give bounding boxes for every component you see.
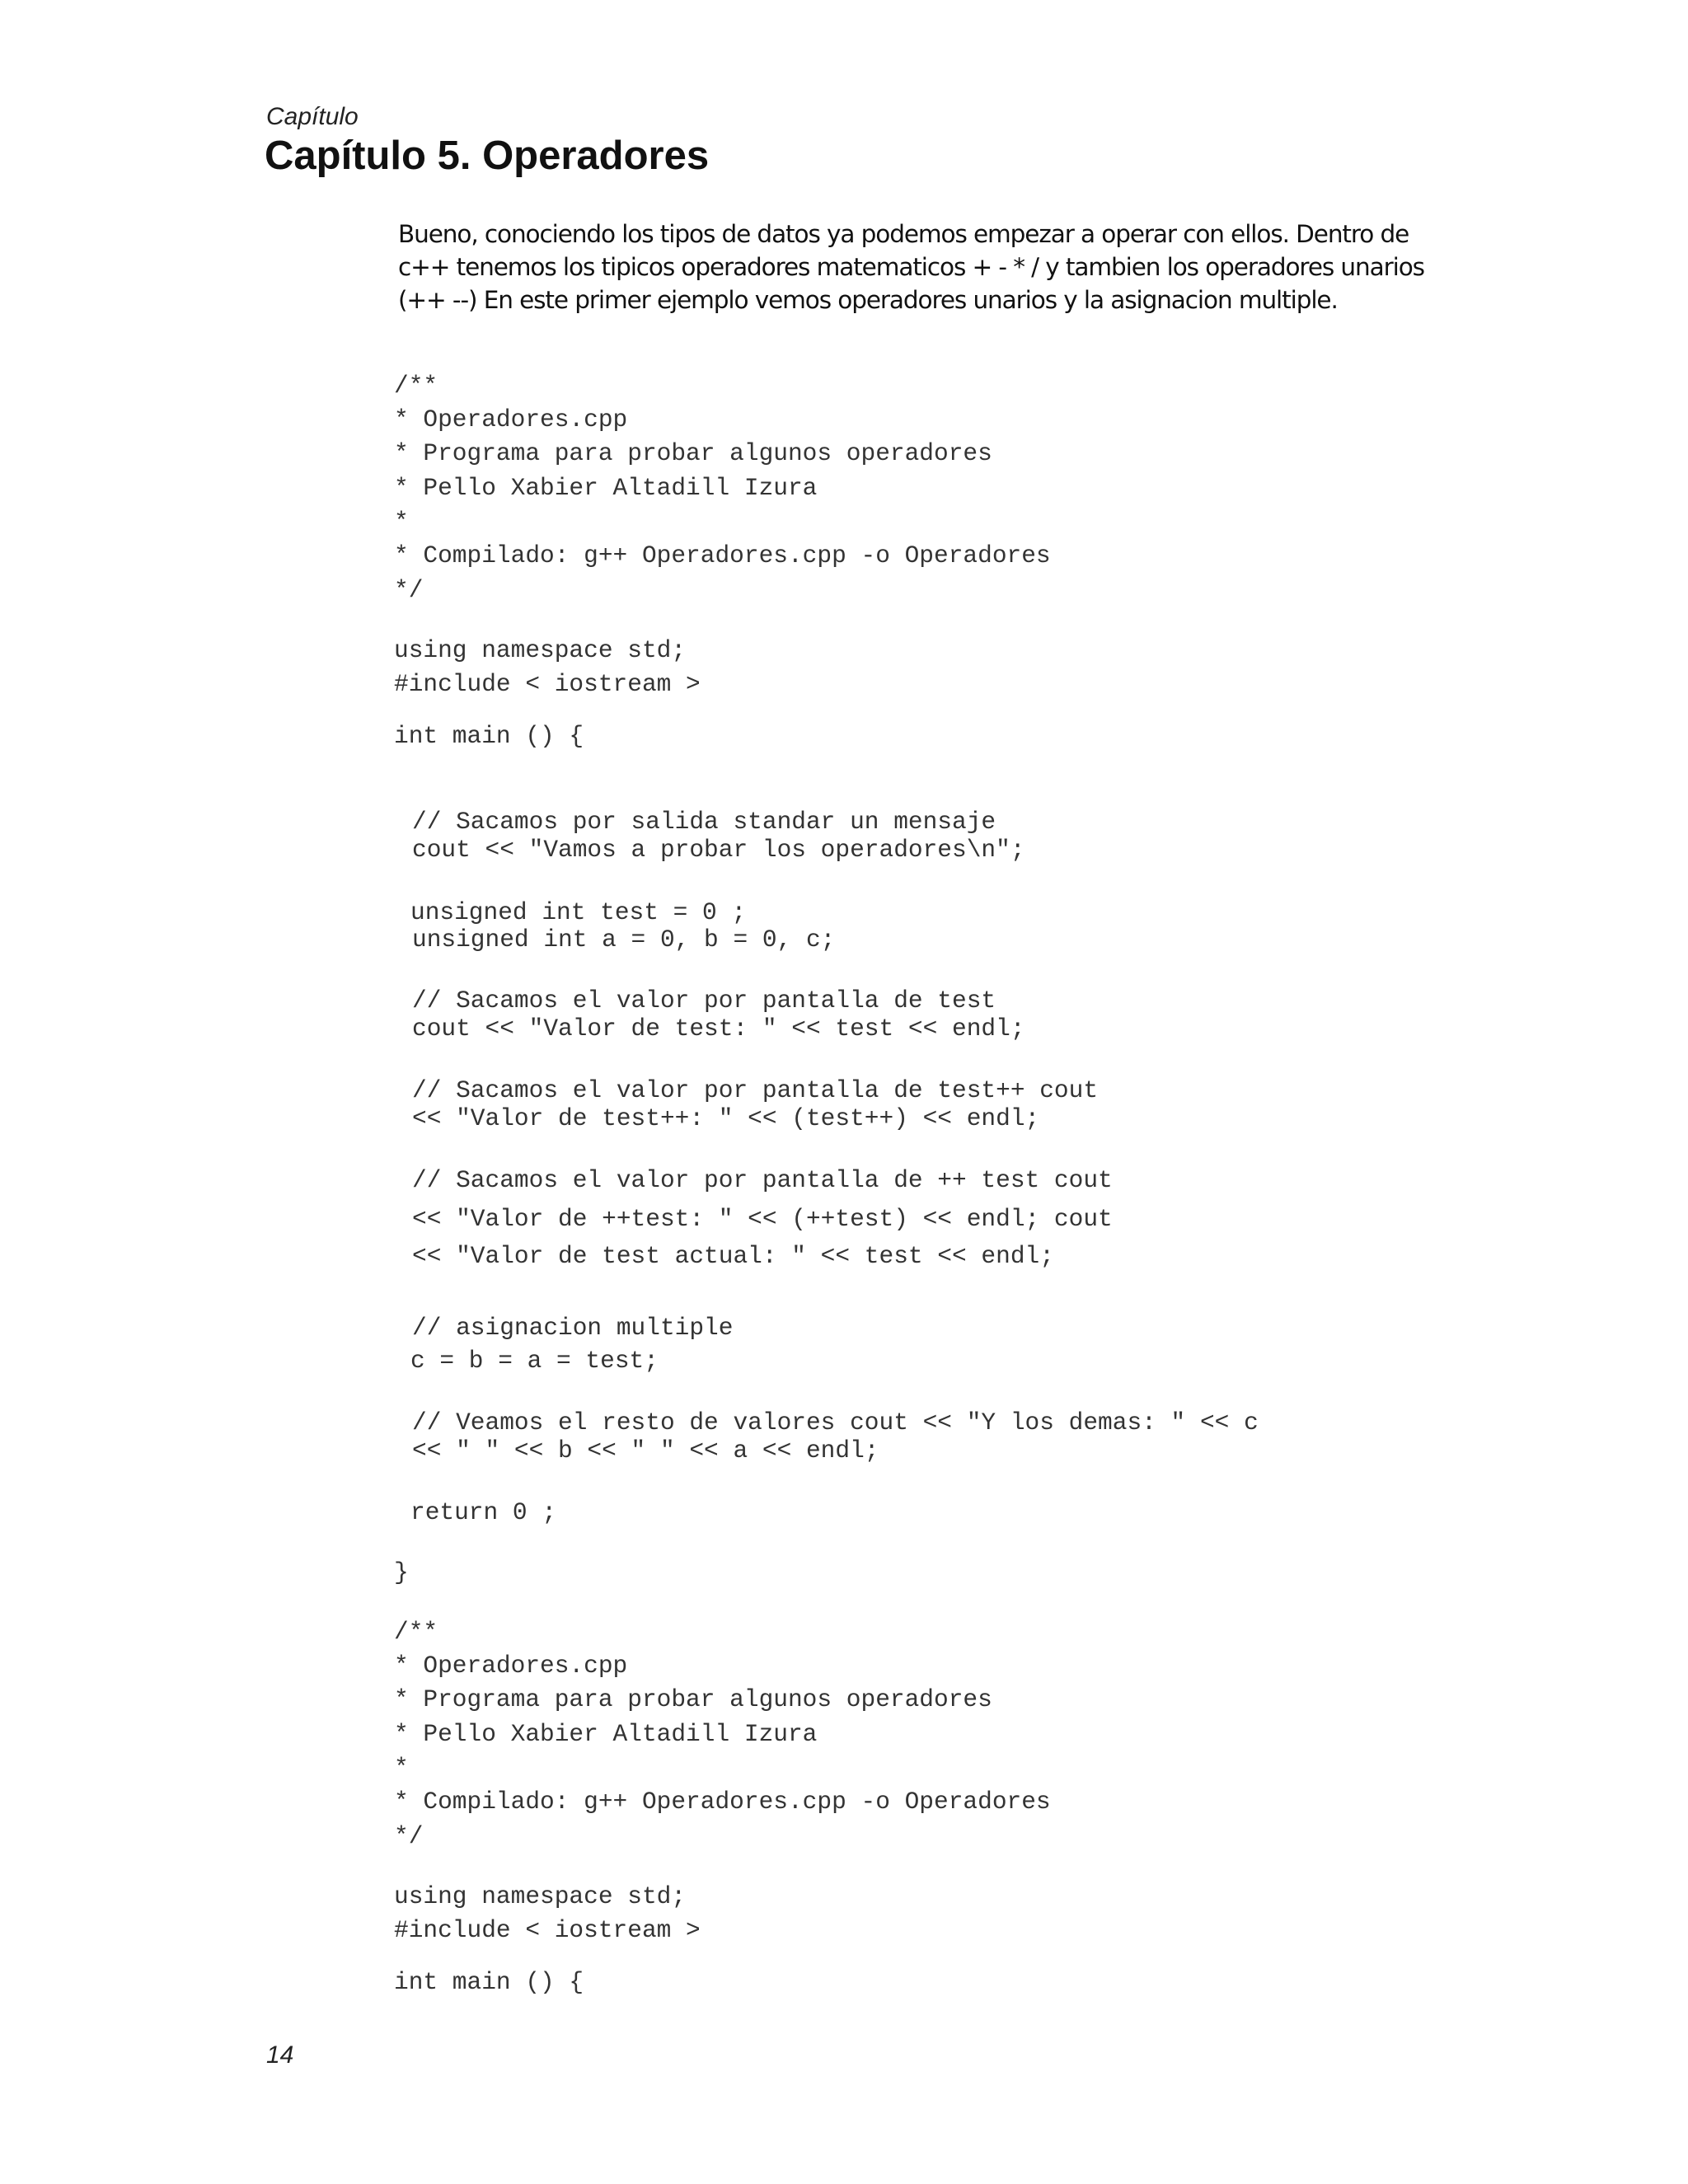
code-line: } xyxy=(394,1558,409,1586)
code-line: << " " << b << " " << a << endl; xyxy=(412,1436,879,1465)
code-line: c = b = a = test; xyxy=(410,1347,659,1375)
code-line: #include < iostream > xyxy=(394,1916,701,1944)
running-head: Capítulo xyxy=(266,103,359,130)
code-line: // Sacamos el valor por pantalla de test xyxy=(412,987,996,1015)
code-line: * Programa para probar algunos operadores xyxy=(394,439,992,467)
code-line: << "Valor de test++: " << (test++) << endl; xyxy=(412,1104,1040,1132)
code-line: using namespace std; xyxy=(394,636,687,664)
code-line: using namespace std; xyxy=(394,1882,687,1910)
code-line: // Veamos el resto de valores cout << "Y los demas: " << c xyxy=(412,1408,1259,1436)
code-line: unsigned int test = 0 ; xyxy=(410,898,747,926)
code-line: unsigned int a = 0, b = 0, c; xyxy=(412,926,836,954)
code-line: */ xyxy=(394,576,424,604)
code-line: * Compilado: g++ Operadores.cpp -o Operadores xyxy=(394,1788,1051,1816)
code-line: * xyxy=(394,508,409,536)
code-line: * Operadores.cpp xyxy=(394,405,628,434)
code-line: // Sacamos por salida standar un mensaje xyxy=(412,808,996,836)
code-line: // Sacamos el valor por pantalla de ++ test cout xyxy=(412,1166,1113,1194)
code-line: // asignacion multiple xyxy=(412,1314,734,1342)
code-line: << "Valor de test actual: " << test << endl; xyxy=(412,1242,1054,1270)
code-line: return 0 ; xyxy=(410,1498,557,1526)
intro-line: Bueno, conociendo los tipos de datos ya podemos empezar a operar con ellos. Dentro de xyxy=(398,220,1409,248)
code-line: cout << "Valor de test: " << test << endl; xyxy=(412,1015,1025,1043)
code-line: /** xyxy=(394,372,438,400)
code-line: * Pello Xabier Altadill Izura xyxy=(394,1720,818,1748)
intro-line: (++ --) En este primer ejemplo vemos operadores unarios y la asignacion multiple. xyxy=(398,286,1338,314)
code-line: * Programa para probar algunos operadores xyxy=(394,1685,992,1713)
code-line: * xyxy=(394,1754,409,1782)
code-line: int main () { xyxy=(394,1968,584,1996)
chapter-title: Capítulo 5. Operadores xyxy=(265,134,710,178)
code-line: cout << "Vamos a probar los operadores\n"; xyxy=(412,836,1025,864)
page-number: 14 xyxy=(266,2041,294,2069)
intro-line: c++ tenemos los tipicos operadores matematicos + - * / y tambien los operadores unarios xyxy=(398,253,1424,281)
code-line: */ xyxy=(394,1822,424,1850)
code-line: /** xyxy=(394,1618,438,1646)
code-line: int main () { xyxy=(394,722,584,750)
code-line: << "Valor de ++test: " << (++test) << endl; cout xyxy=(412,1205,1113,1233)
code-line: * Operadores.cpp xyxy=(394,1652,628,1680)
code-line: * Pello Xabier Altadill Izura xyxy=(394,474,818,502)
code-line: // Sacamos el valor por pantalla de test++ cout xyxy=(412,1076,1099,1104)
code-line: #include < iostream > xyxy=(394,670,701,698)
code-line: * Compilado: g++ Operadores.cpp -o Operadores xyxy=(394,541,1051,569)
